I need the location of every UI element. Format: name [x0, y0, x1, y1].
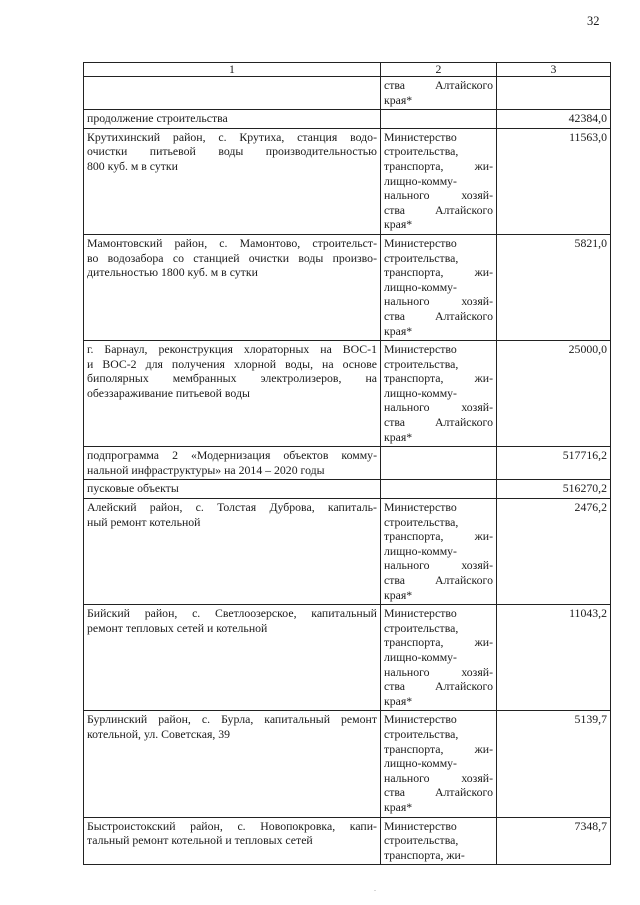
object-name-line: ремонт тепловых сетей и котельной	[87, 620, 268, 635]
responsible-line: Министерство	[384, 342, 457, 357]
object-name-line: продолжение строительства	[87, 111, 228, 126]
amount-cell: 42384,0	[497, 110, 611, 129]
responsible-cell	[381, 110, 497, 129]
responsible-line: ства Алтайского	[384, 785, 493, 800]
responsible-line: Министерство	[384, 712, 457, 727]
object-name-line: Бийский район, с. Светлоозерское, капитальный	[87, 606, 377, 621]
object-name-cell	[84, 499, 381, 605]
responsible-line: ства Алтайского	[384, 679, 493, 694]
responsible-line: ства Алтайского	[384, 573, 493, 587]
header-row	[84, 63, 611, 77]
scan-mark: .	[374, 884, 376, 893]
amount-cell: 2476,2	[497, 499, 611, 605]
responsible-line: транспорта, жи-	[384, 158, 493, 173]
object-name-cell	[84, 605, 381, 711]
responsible-line: транспорта, жи-	[384, 741, 493, 756]
responsible-line: нального хозяй-	[384, 400, 493, 415]
table-row	[84, 128, 611, 234]
responsible-line: лищно-комму-	[384, 543, 457, 558]
responsible-cell	[381, 234, 497, 340]
responsible-line: края*	[384, 323, 413, 338]
responsible-line: Министерство	[384, 129, 457, 144]
responsible-line: лищно-комму-	[384, 173, 457, 188]
responsible-cell	[381, 128, 497, 234]
responsible-line: транспорта, жи-	[384, 635, 493, 650]
object-name-line: пусковые объекты	[87, 481, 179, 496]
table-row	[84, 234, 611, 340]
responsible-line: лищно-комму-	[384, 279, 457, 294]
responsible-line: Министерство	[384, 235, 457, 250]
object-name-line: ный ремонт котельной	[87, 514, 201, 529]
responsible-line: края*	[384, 587, 413, 602]
continuation-responsible-cell	[381, 77, 497, 110]
object-name-cell	[84, 341, 381, 447]
object-name-line: нальной инфраструктуры» на 2014 – 2020 годы	[87, 462, 325, 477]
table-row	[84, 499, 611, 605]
object-name-line: во водозабора со станцией очистки воды произво-	[87, 250, 377, 265]
responsible-cell	[381, 605, 497, 711]
object-name-cell	[84, 447, 381, 480]
responsible-line: края*	[384, 799, 413, 814]
responsible-line: транспорта, жи-	[384, 265, 493, 280]
table-row	[84, 605, 611, 711]
responsible-line: Министерство	[384, 500, 457, 515]
amount-cell: 5139,7	[497, 711, 611, 817]
responsible-line: нального хозяй-	[384, 294, 493, 309]
responsible-cell	[381, 480, 497, 499]
responsible-line: ства Алтайского	[384, 202, 493, 217]
program-table	[83, 62, 611, 865]
table-row	[84, 711, 611, 817]
header-col-3: 3	[497, 63, 611, 77]
continuation-row	[84, 77, 611, 110]
object-name-cell	[84, 711, 381, 817]
responsible-line: строительства,	[384, 144, 459, 159]
responsible-cell	[381, 499, 497, 605]
responsible-line: Министерство	[384, 606, 457, 621]
object-name-cell	[84, 817, 381, 865]
responsible-line: нального хозяй-	[384, 770, 493, 785]
responsible-line: транспорта, жи-	[384, 847, 465, 862]
responsible-line: строительства,	[384, 833, 459, 848]
object-name-line: тальный ремонт котельной и тепловых сетей	[87, 833, 313, 848]
continuation-name-cell	[84, 77, 381, 110]
amount-cell: 517716,2	[497, 447, 611, 480]
table-row	[84, 447, 611, 480]
object-name-line: г. Барнаул, реконструкция хлораторных на ВОС-1	[87, 342, 377, 357]
page-number: 32	[587, 14, 600, 28]
amount-cell: 516270,2	[497, 480, 611, 499]
responsible-line: края*	[384, 429, 413, 444]
responsible-line: ства Алтайского	[384, 78, 493, 92]
responsible-line: лищно-комму-	[384, 756, 457, 771]
responsible-line: строительства,	[384, 514, 459, 529]
responsible-cell	[381, 817, 497, 865]
responsible-line: нального хозяй-	[384, 558, 493, 573]
table-row	[84, 341, 611, 447]
object-name-line: Бурлинский район, с. Бурла, капитальный ремонт	[87, 712, 377, 727]
object-name-line: Быстроистокский район, с. Новопокровка, капи-	[87, 818, 377, 833]
object-name-line: подпрограмма 2 «Модернизация объектов комму-	[87, 448, 377, 463]
responsible-line: края*	[384, 217, 413, 232]
responsible-cell	[381, 711, 497, 817]
responsible-line: Министерство	[384, 818, 457, 833]
continuation-value-cell	[497, 77, 611, 110]
responsible-line: нального хозяй-	[384, 664, 493, 679]
responsible-line: края*	[384, 92, 413, 107]
responsible-line: транспорта, жи-	[384, 529, 493, 544]
responsible-line: ства Алтайского	[384, 415, 493, 430]
object-name-cell	[84, 480, 381, 499]
responsible-line: транспорта, жи-	[384, 371, 493, 386]
object-name-line: биполярных мембранных электролизеров, на	[87, 371, 377, 386]
responsible-line: лищно-комму-	[384, 385, 457, 400]
object-name-line: 800 куб. м в сутки	[87, 158, 178, 173]
responsible-line: строительства,	[384, 356, 459, 371]
object-name-cell	[84, 128, 381, 234]
amount-cell: 25000,0	[497, 341, 611, 447]
object-name-cell	[84, 234, 381, 340]
object-name-line: Мамонтовский район, с. Мамонтово, строительст-	[87, 235, 377, 250]
responsible-line: строительства,	[384, 250, 459, 265]
responsible-cell	[381, 341, 497, 447]
amount-cell: 7348,7	[497, 817, 611, 865]
object-name-line: дительностью 1800 куб. м в сутки	[87, 265, 258, 280]
amount-cell: 11563,0	[497, 128, 611, 234]
responsible-line: края*	[384, 693, 413, 708]
object-name-line: очистки питьевой воды производительностью	[87, 144, 377, 159]
responsible-line: ства Алтайского	[384, 308, 493, 323]
amount-cell: 11043,2	[497, 605, 611, 711]
table-row	[84, 817, 611, 865]
object-name-cell	[84, 110, 381, 129]
object-name-line: котельной, ул. Советская, 39	[87, 726, 231, 741]
object-name-line: и ВОС-2 для получения хлорной воды, на основе	[87, 356, 377, 371]
amount-cell: 5821,0	[497, 234, 611, 340]
object-name-line: Крутихинский район, с. Крутиха, станция водо-	[87, 129, 377, 144]
responsible-line: нального хозяй-	[384, 188, 493, 203]
header-col-1: 1	[84, 63, 381, 77]
responsible-line: строительства,	[384, 620, 459, 635]
object-name-line: Алейский район, с. Толстая Дуброва, капиталь-	[87, 500, 377, 515]
object-name-line: обеззараживание питьевой воды	[87, 385, 250, 400]
responsible-line: лищно-комму-	[384, 649, 457, 664]
table-row	[84, 110, 611, 129]
responsible-line: строительства,	[384, 726, 459, 741]
table-row	[84, 480, 611, 499]
header-col-2: 2	[381, 63, 497, 77]
responsible-cell	[381, 447, 497, 480]
